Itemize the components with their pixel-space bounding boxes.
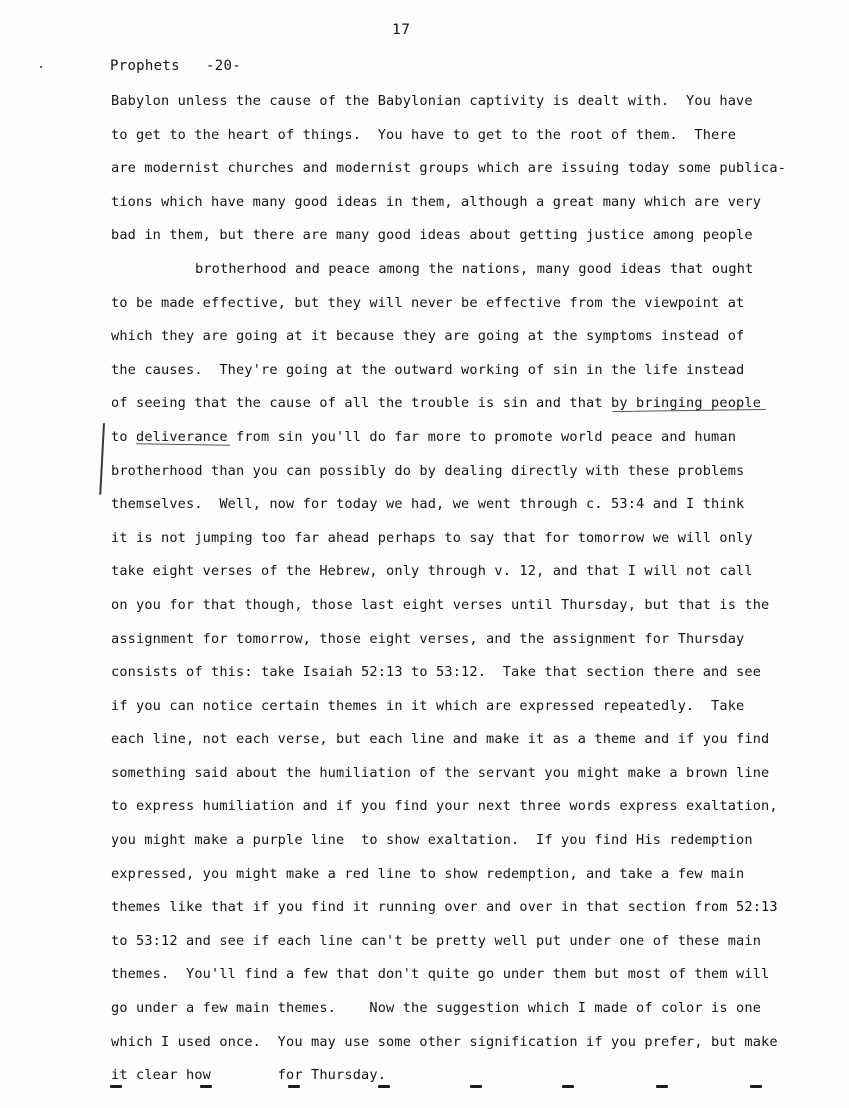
text-line: brotherhood and peace among the nations, many good ideas that ought (195, 260, 754, 277)
text-line: it clear how for Thursday. (111, 1067, 387, 1084)
continuation-dash (562, 1085, 574, 1088)
text-line: each line, not each verse, but each line and make it as a theme and if you find (111, 731, 770, 748)
text-line: to deliverance from sin you'll do far more to promote world peace and human (111, 428, 737, 445)
text-line: themes. You'll find a few that don't quite go under them but most of them will (111, 966, 770, 983)
text-line: which they are going at it because they are going at the symptoms instead of (111, 328, 745, 345)
text-line: on you for that though, those last eight verses until Thursday, but that is the (111, 596, 770, 613)
text-line: to express humiliation and if you find your next three words express exaltation, (111, 798, 778, 815)
text-line: go under a few main themes. Now the suggestion which I made of color is one (111, 1000, 762, 1017)
text-line: take eight verses of the Hebrew, only through v. 12, and that I will not call (111, 563, 753, 580)
continuation-dash (470, 1085, 482, 1088)
page-number: 17 (392, 22, 411, 38)
continuation-dash (110, 1085, 122, 1088)
text-line: consists of this: take Isaiah 52:13 to 53:12. Take that section there and see (111, 664, 762, 681)
text-line: which I used once. You may use some other signification if you prefer, but make (111, 1033, 778, 1050)
text-line: assignment for tomorrow, those eight verses, and the assignment for Thursday (111, 630, 745, 647)
continuation-dash (750, 1085, 762, 1088)
text-line: tions which have many good ideas in them, although a great many which are very (111, 193, 762, 210)
margin-mark-vertical (99, 423, 105, 495)
text-line: bad in them, but there are many good ideas about getting justice among people (111, 227, 753, 244)
text-line: to be made effective, but they will never be effective from the viewpoint at (111, 294, 745, 311)
text-line: if you can notice certain themes in it which are expressed repeatedly. Take (111, 697, 745, 714)
text-line: Babylon unless the cause of the Babylonian captivity is dealt with. You have (111, 93, 753, 109)
text-line: themselves. Well, now for today we had, we went through c. 53:4 and I think (111, 496, 745, 513)
text-line: of seeing that the cause of all the trouble is sin and that by bringing people (111, 395, 762, 412)
text-line: to 53:12 and see if each line can't be pretty well put under one of these main (111, 932, 762, 949)
margin-speck (40, 66, 42, 68)
text-line: expressed, you might make a red line to show redemption, and take a few main (111, 865, 745, 882)
text-line: are modernist churches and modernist groups which are issuing today some publica- (111, 160, 787, 177)
text-line: to get to the heart of things. You have to get to the root of them. There (111, 126, 737, 143)
continuation-dash-row (110, 1085, 770, 1091)
running-header: Prophets -20- (110, 58, 241, 74)
text-line: it is not jumping too far ahead perhaps to say that for tomorrow we will only (111, 529, 753, 546)
document-body (111, 90, 791, 1098)
continuation-dash (200, 1085, 212, 1088)
continuation-dash (656, 1085, 668, 1088)
continuation-dash (288, 1085, 300, 1088)
text-line: themes like that if you find it running over and over in that section from 52:13 (111, 899, 778, 916)
text-line: the causes. They're going at the outward working of sin in the life instead (111, 361, 745, 378)
continuation-dash (378, 1085, 390, 1088)
text-line: brotherhood than you can possibly do by dealing directly with these problems (111, 462, 745, 479)
text-line: something said about the humiliation of the servant you might make a brown line (111, 764, 770, 781)
text-line: you might make a purple line to show exaltation. If you find His redemption (111, 832, 753, 849)
